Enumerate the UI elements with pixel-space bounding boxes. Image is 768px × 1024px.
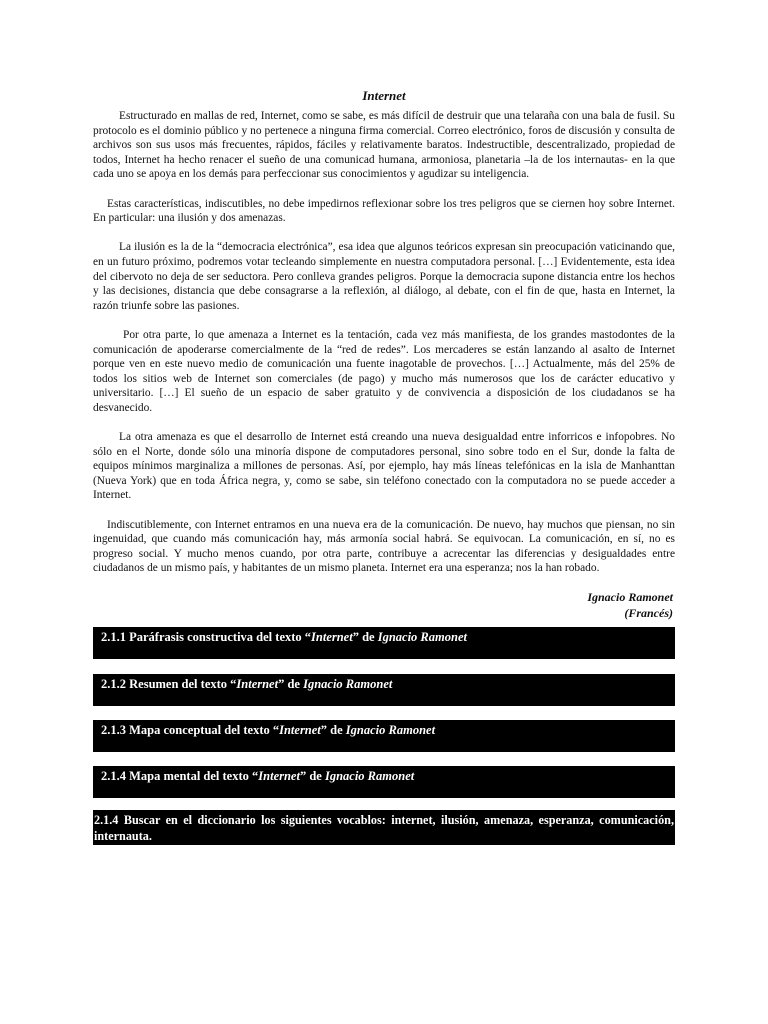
section-heading-mind-map	[93, 766, 675, 798]
paragraph: La otra amenaza es que el desarrollo de Internet está creando una nueva desigualdad entre inforricos e infopobres. No sólo en el Norte, donde sólo una minoría dispone de computadores personal, sino sobre todo en el Sur, donde la falta de equipos mínimos marginaliza a millones de personas. Así, por ejemplo, hay más líneas telefónicas en la isla de Manhanttan (Nueva York) que en toda África negra, y, como se sabe, sin teléfono conectado con la computadora no se puede acceder a Internet.	[93, 431, 675, 502]
paragraph: Estructurado en mallas de red, Internet, como se sabe, es más difícil de destruir que una telaraña con una bala de fusil. Su protocolo es el dominio público y no pertenece a ninguna firma comercial. Correo electrónico, foros de discusión y consulta de archivos son sus usos más frecuentes, rápidos, fáciles y relativamente baratos. Indestructible, descentralizado, propiedad de todos, Internet ha hecho renacer el sueño de una comunicad humana, armoniosa, planetaria –la de los internautas- en la que cada uno se apoya en los demás para perfeccionar sus conocimientos y agudizar su inteligencia.	[93, 110, 675, 181]
heading-text: 2.1.4 Mapa mental del texto “	[101, 769, 259, 783]
author-origin: (Francés)	[624, 606, 673, 620]
heading-text: 2.1.2 Resumen del texto “	[101, 677, 237, 691]
heading-text: 2.1.1 Paráfrasis constructiva del texto “	[101, 630, 312, 644]
heading-title-italic: Internet	[279, 723, 321, 737]
heading-title-italic: Internet	[258, 769, 300, 783]
heading-title-italic: Internet	[311, 630, 353, 644]
heading-text: 2.1.4 Buscar en el diccionario los siguientes vocablos: internet, ilusión, amenaza, esperanza, comunicación, internauta.	[94, 813, 674, 843]
heading-text: ” de	[352, 630, 378, 644]
heading-author-italic: Ignacio Ramonet	[345, 723, 436, 737]
paragraph: Indiscutiblemente, con Internet entramos en una nueva era de la comunicación. De nuevo, hay muchos que piensan, no sin ingenuidad, que cuando más comunicación hay, más armonía social habrá. Se equivocan. La comunicación, en sí, no es progreso social. Y mucho menos cuando, por otra parte, contribuye a acrecentar las diferencias y desigualdades entre ciudadanos de un mismo país, y habitantes de un mismo planeta. Internet era una esperanza; nos la han robado.	[93, 518, 675, 575]
heading-text: ” de	[320, 723, 346, 737]
heading-text: ” de	[299, 769, 325, 783]
heading-author-italic: Ignacio Ramonet	[324, 769, 415, 783]
heading-text: 2.1.3 Mapa conceptual del texto “	[101, 723, 280, 737]
paragraph: Estas características, indiscutibles, no debe impedirnos reflexionar sobre los tres peligros que se ciernen hoy sobre Internet. En particular: una ilusión y dos amenazas.	[93, 197, 675, 225]
heading-text: ” de	[278, 677, 304, 691]
section-heading-paraphrase	[93, 627, 675, 659]
heading-author-italic: Ignacio Ramonet	[303, 677, 393, 691]
paragraph: Por otra parte, lo que amenaza a Internet es la tentación, cada vez más manifiesta, de los grandes mastodontes de la comunicación de apoderarse comercialmente de la “red de redes”. Los mercaderes se están lanzando al asalto de Internet porque ven en este nuevo medio de comunicación una fuente inagotable de provechos. […] Actualmente, más del 25% de todos los sitios web de Internet son comerciales (de pago) y mucho más numerosos que los de carácter educativo y universitario. […] El sueño de un espacio de saber gratuito y de convivencia a disposición de los ciudadanos se ha desvanecido.	[93, 328, 675, 414]
heading-author-italic: Ignacio Ramonet	[377, 630, 467, 644]
heading-title-italic: Internet	[236, 677, 279, 691]
section-heading-concept-map	[93, 720, 675, 752]
author-name: Ignacio Ramonet	[587, 590, 673, 604]
section-heading-dictionary	[93, 810, 675, 845]
paragraph: La ilusión es la de la “democracia electrónica”, esa idea que algunos teóricos expresan sin preocupación vaticinando que, en un futuro próximo, podremos votar tecleando simplemente en nuestra computadora personal. […] Evidentemente, esta idea del cibervoto no deja de ser seductora. Pero conlleva grandes peligros. Porque la democracia supone distancia entre los hechos y las decisiones, distancia que debe consagrarse a la reflexión, al diálogo, al debate, con el fin de que, hasta en Internet, la razón triunfe sobre las pasiones.	[93, 241, 675, 312]
author-signature	[587, 589, 673, 621]
section-heading-summary	[93, 674, 675, 706]
document-title: Internet	[362, 88, 406, 103]
article-body	[93, 109, 675, 591]
